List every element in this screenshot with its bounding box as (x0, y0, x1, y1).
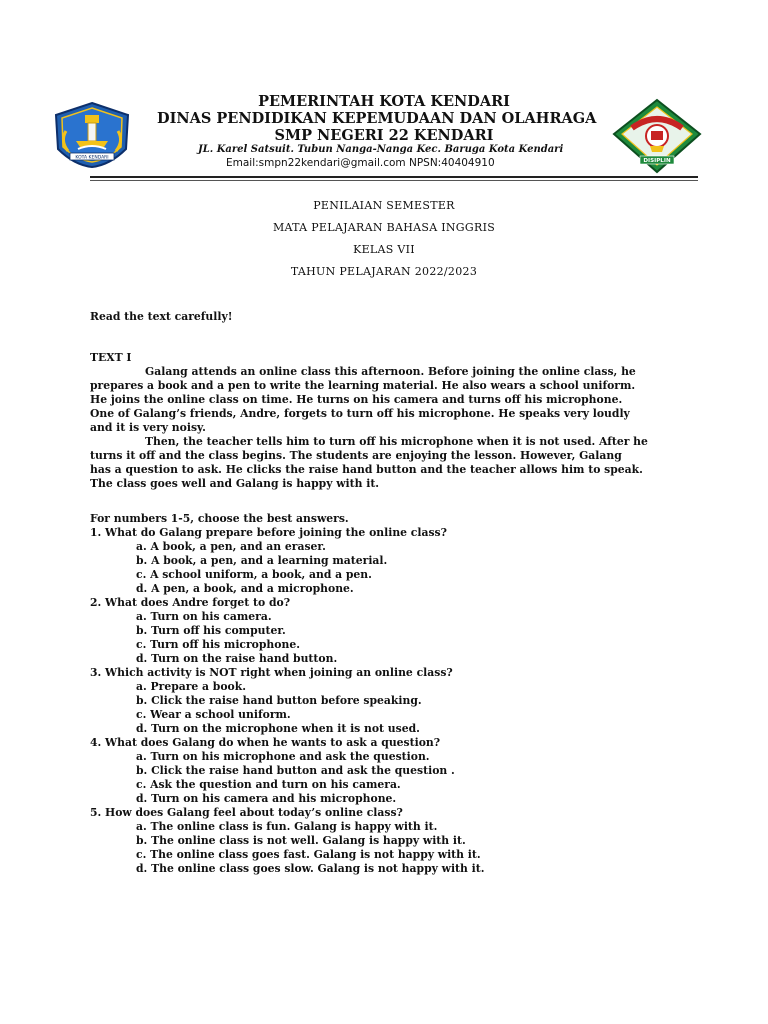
question-3: 3. Which activity is NOT right when joining an online class? (90, 666, 453, 679)
letterhead-divider (90, 176, 698, 178)
option-4a: a. Turn on his microphone and ask the question. (136, 750, 430, 763)
exam-year: TAHUN PELAJARAN 2022/2023 (290, 265, 478, 278)
option-2c: c. Turn off his microphone. (136, 638, 300, 651)
option-3a: a. Prepare a book. (136, 680, 246, 693)
option-5b: b. The online class is not well. Galang is happy with it. (136, 834, 466, 847)
passage-line: Galang attends an online class this afternoon. Before joining the online class, he (145, 365, 636, 378)
questions-intro: For numbers 1-5, choose the best answers. (90, 512, 349, 525)
option-2d: d. Turn on the raise hand button. (136, 652, 338, 665)
question-1: 1. What do Galang prepare before joining the online class? (90, 526, 447, 539)
letterhead-contact: Email:smpn22kendari@gmail.com NPSN:40404910 (226, 157, 495, 169)
letterhead-department-name: DINAS PENDIDIKAN KEPEMUDAAN DAN OLAHRAGA (157, 110, 597, 127)
passage-line: prepares a book and a pen to write the learning material. He also wears a school uniform. (90, 379, 636, 392)
exam-title: PENILAIAN SEMESTER (313, 199, 455, 212)
passage-line: turns it off and the class begins. The students are enjoying the lesson. However, Galang (90, 449, 622, 462)
passage-line: and it is very noisy. (90, 421, 206, 434)
passage-line: He joins the online class on time. He turns on his camera and turns off his microphone. (90, 393, 623, 406)
option-2a: a. Turn on his camera. (136, 610, 272, 623)
letterhead-government-name: PEMERINTAH KOTA KENDARI (258, 93, 510, 110)
option-1b: b. A book, a pen, and a learning material. (136, 554, 388, 567)
passage-line: One of Galang’s friends, Andre, forgets to turn off his microphone. He speaks very loudly (90, 407, 630, 420)
option-5d: d. The online class goes slow. Galang is not happy with it. (136, 862, 485, 875)
option-4b: b. Click the raise hand button and ask the question . (136, 764, 455, 777)
option-1d: d. A pen, a book, and a microphone. (136, 582, 354, 595)
svg-text:DISIPLIN: DISIPLIN (643, 158, 671, 165)
letterhead-address: JL. Karel Satsuit. Tubun Nanga-Nanga Kec. Baruga Kota Kendari (198, 144, 564, 155)
passage-line: has a question to ask. He clicks the raise hand button and the teacher allows him to speak. (90, 463, 643, 476)
question-4: 4. What does Galang do when he wants to ask a question? (90, 736, 441, 749)
option-4d: d. Turn on his camera and his microphone. (136, 792, 397, 805)
option-5a: a. The online class is fun. Galang is happy with it. (136, 820, 438, 833)
text-label: TEXT I (90, 351, 132, 364)
option-4c: c. Ask the question and turn on his camera. (136, 778, 401, 791)
option-2b: b. Turn off his computer. (136, 624, 286, 637)
reading-passage (90, 365, 676, 491)
reading-instruction: Read the text carefully! (90, 310, 233, 323)
exam-subject: MATA PELAJARAN BAHASA INGGRIS (272, 221, 496, 234)
question-2: 2. What does Andre forget to do? (90, 596, 291, 609)
passage-line: Then, the teacher tells him to turn off his microphone when it is not used. After he (145, 435, 648, 448)
letterhead-divider-thin (90, 180, 698, 181)
exam-class: KELAS VII (353, 243, 415, 256)
option-3d: d. Turn on the microphone when it is not used. (136, 722, 420, 735)
option-1a: a. A book, a pen, and an eraser. (136, 540, 326, 553)
option-3c: c. Wear a school uniform. (136, 708, 291, 721)
option-5c: c. The online class goes fast. Galang is not happy with it. (136, 848, 481, 861)
option-1c: c. A school uniform, a book, and a pen. (136, 568, 372, 581)
passage-line: The class goes well and Galang is happy with it. (90, 477, 380, 490)
letterhead-school-name: SMP NEGERI 22 KENDARI (274, 127, 494, 144)
svg-text:KOTA KENDARI: KOTA KENDARI (75, 155, 109, 161)
option-3b: b. Click the raise hand button before speaking. (136, 694, 422, 707)
question-5: 5. How does Galang feel about today’s online class? (90, 806, 403, 819)
